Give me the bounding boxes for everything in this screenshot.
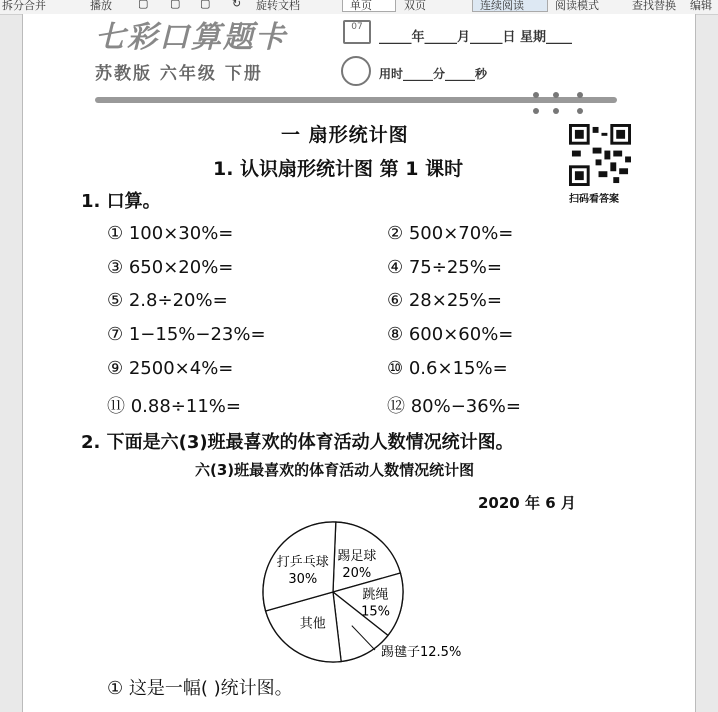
pie-label-name: 其他 [299, 616, 326, 632]
problem-item: ⑪ 0.88÷11%= [107, 396, 241, 417]
pie-label-value: 15% [361, 604, 391, 620]
document-page [22, 14, 696, 712]
pie-label-name: 打乒乓球 [276, 555, 329, 571]
qr-label: 扫码看答案 [569, 194, 619, 205]
play-button[interactable]: 播放 [90, 0, 112, 12]
continuous-read-label: 连续阅读 [480, 0, 524, 12]
edit-button[interactable]: 编辑 [690, 0, 712, 12]
chart-date: 2020 年 6 月 [478, 494, 576, 512]
problem-item: ⑧ 600×60%= [387, 324, 514, 345]
find-replace-button[interactable]: 查找替换 [632, 0, 676, 12]
time-line: 用时_____分_____秒 [379, 67, 488, 81]
double-page-button[interactable]: 双页 [404, 0, 426, 12]
viewer-toolbar [0, 0, 718, 15]
problem-item: ③ 650×20%= [107, 257, 234, 278]
lesson-title: 1. 认识扇形统计图 第 1 课时 [213, 158, 464, 180]
problem-item: ⑥ 28×25%= [387, 290, 502, 311]
date-line: _____年_____月_____日 星期____ [379, 30, 573, 45]
first-page-icon[interactable]: ▢ [138, 0, 149, 10]
pie-label-value: 20% [342, 565, 372, 581]
pie-label-name: 跳绳 [362, 587, 389, 603]
brand-title: 七彩口算题卡 [95, 20, 287, 55]
problem-item: ④ 75÷25%= [387, 257, 502, 278]
chart-title: 六(3)班最喜欢的体育活动人数情况统计图 [195, 461, 475, 479]
problem-item: ⑤ 2.8÷20%= [107, 290, 228, 311]
pie-label-name: 踢足球 [337, 548, 377, 564]
question-1-heading: 1. 口算。 [81, 191, 161, 212]
fit-icon[interactable]: ▢ [200, 0, 211, 10]
rotate-doc-button[interactable]: 旋转文档 [256, 0, 300, 12]
calendar-number: 07 [351, 22, 363, 32]
problem-item: ① 100×30%= [107, 223, 234, 244]
pie-chart [23, 14, 695, 712]
problem-item: ⑩ 0.6×15%= [387, 358, 508, 379]
read-mode-button[interactable]: 阅读模式 [555, 0, 599, 12]
prev-page-icon[interactable]: ▢ [170, 0, 181, 10]
problem-item: ⑫ 80%−36%= [387, 396, 521, 417]
question-2-sub-1: ① 这是一幅( )统计图。 [107, 678, 293, 699]
problem-item: ⑦ 1−15%−23%= [107, 324, 266, 345]
question-2-heading: 2. 下面是六(3)班最喜欢的体育活动人数情况统计图。 [81, 432, 514, 453]
problem-item: ② 500×70%= [387, 223, 514, 244]
pie-label-value: 30% [288, 572, 318, 588]
problem-item: ⑨ 2500×4%= [107, 358, 234, 379]
edition-label: 苏教版 六年级 下册 [95, 64, 263, 84]
rotate-icon[interactable]: ↻ [232, 0, 242, 10]
unit-title: 一 扇形统计图 [281, 124, 409, 146]
split-merge-menu[interactable]: 拆分合并 [2, 0, 46, 12]
pie-label-external: 踢毽子12.5% [381, 645, 462, 660]
single-page-label: 单页 [350, 0, 372, 12]
